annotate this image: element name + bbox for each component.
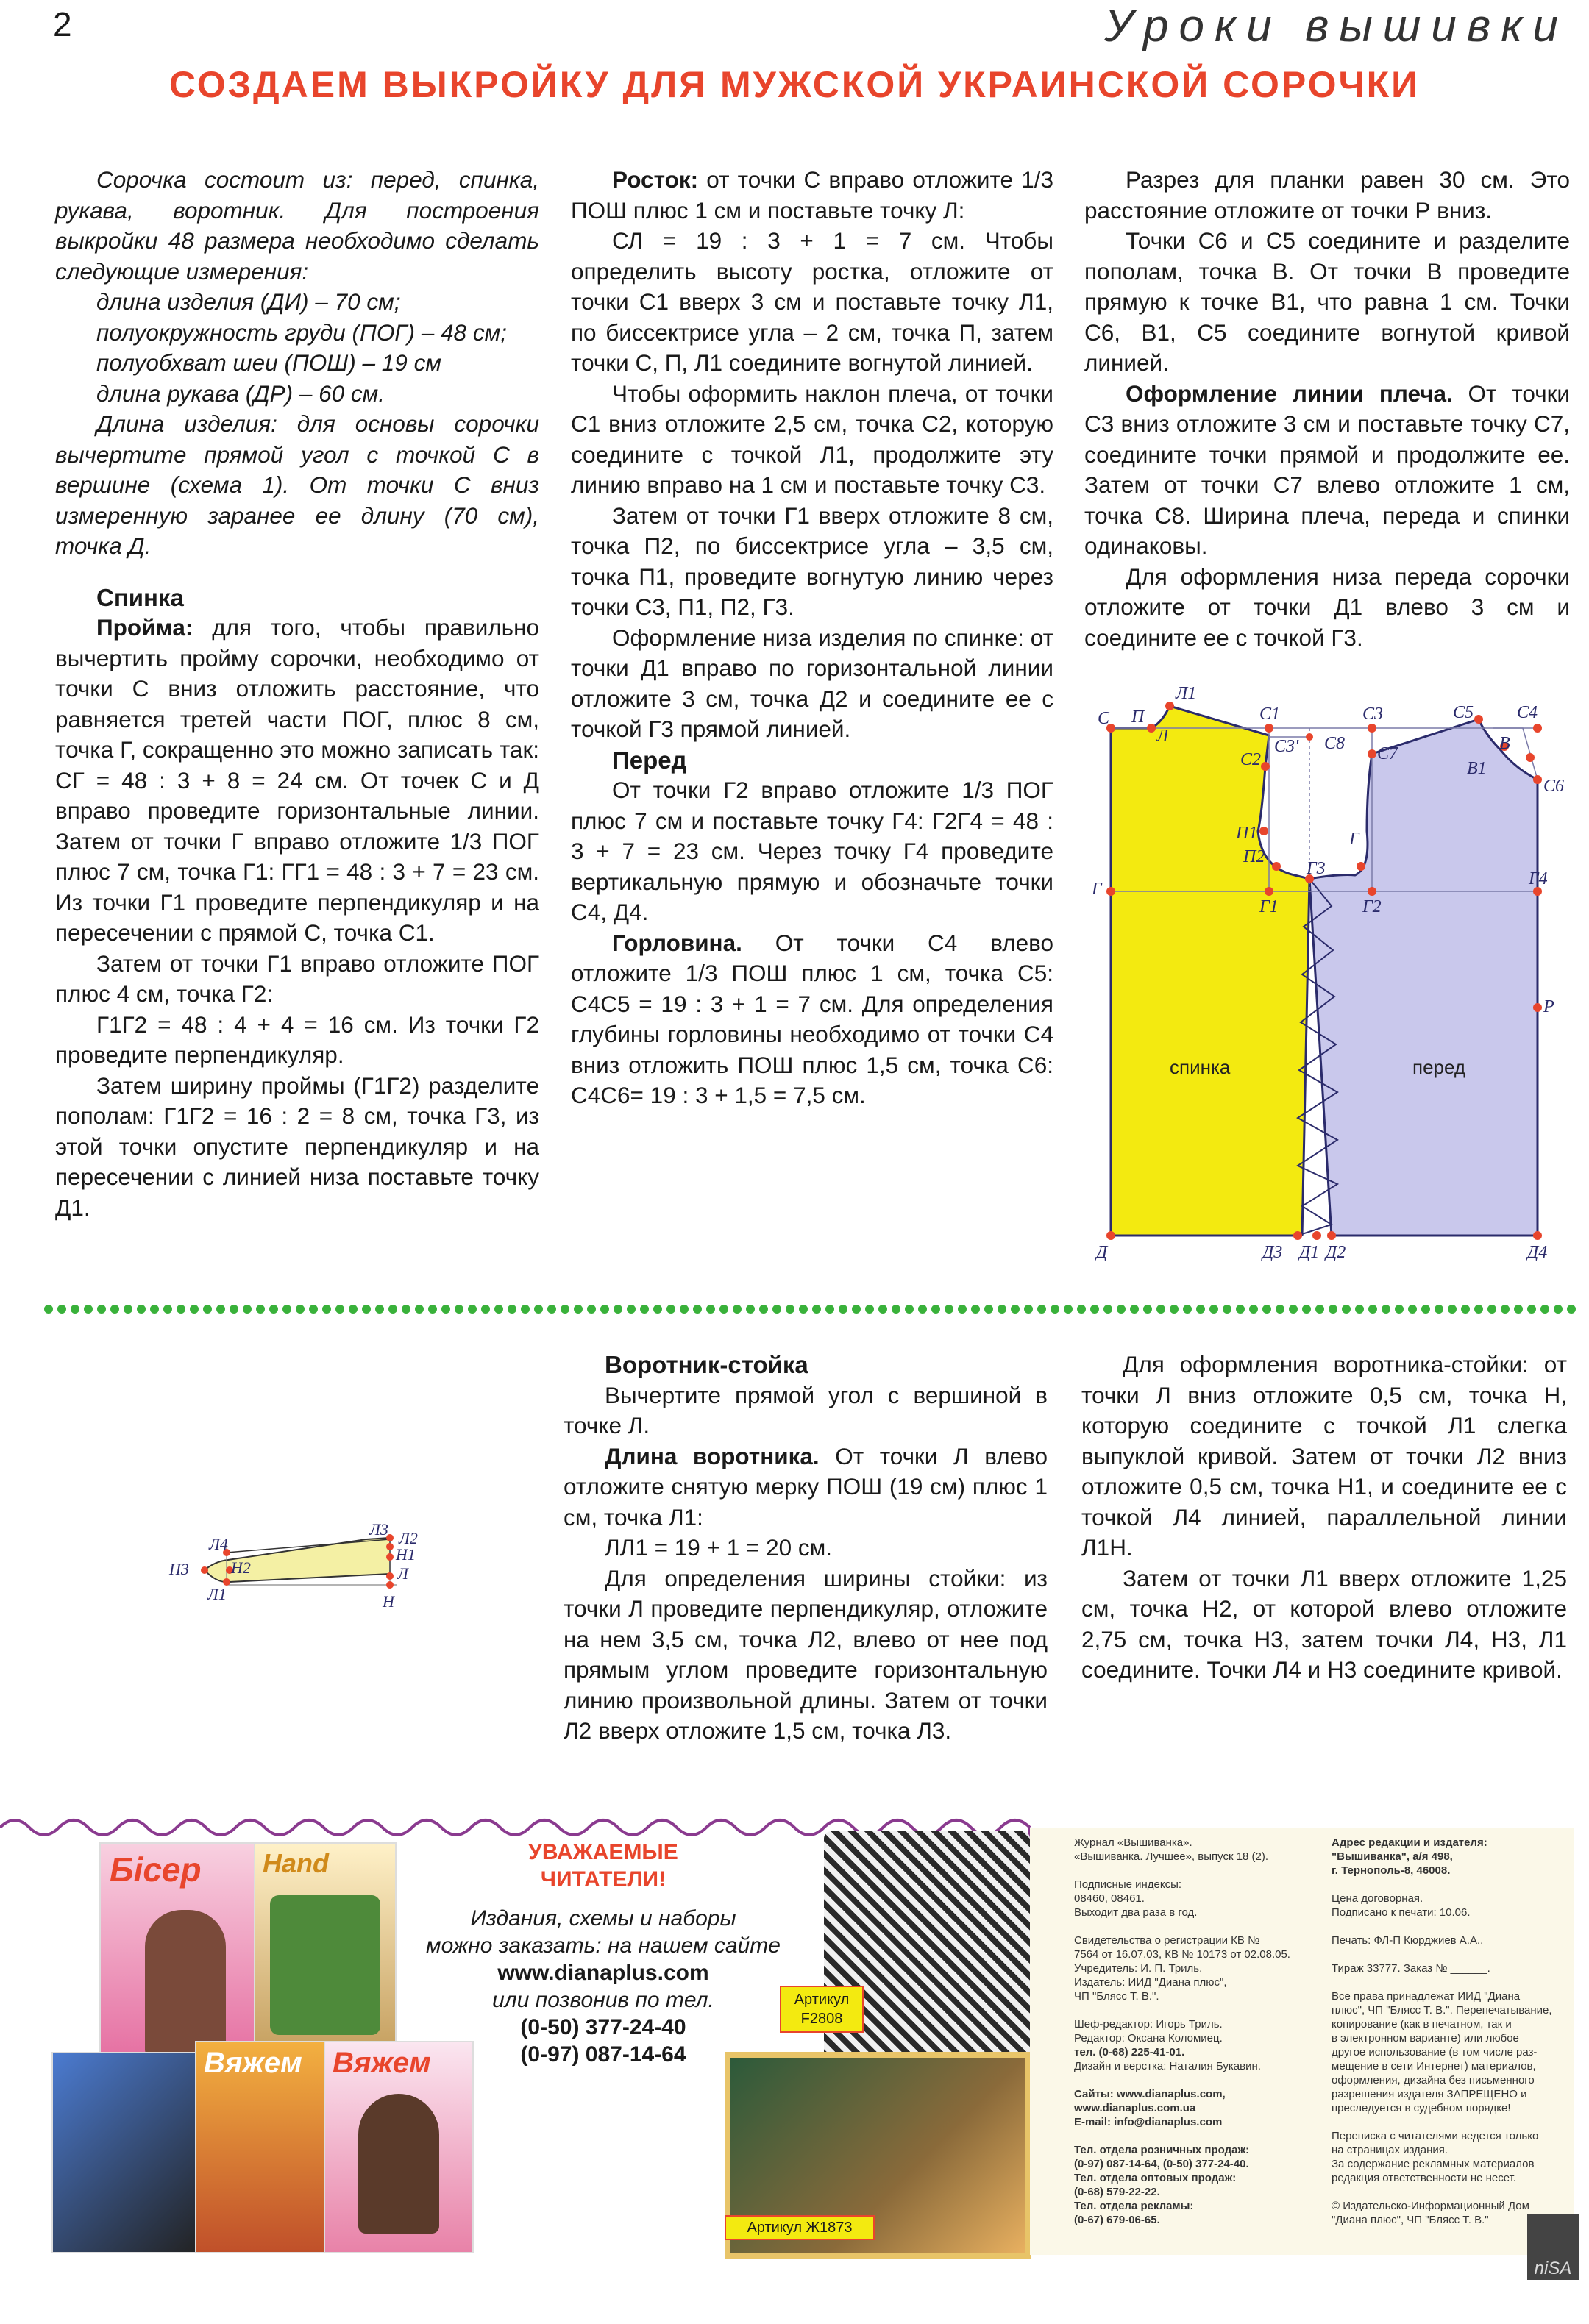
collar-label-l3: Л3: [369, 1520, 388, 1539]
divider-dot: [44, 1305, 53, 1314]
divider-dot: [1037, 1305, 1046, 1314]
heading-collar-length: Длина воротника.: [605, 1442, 820, 1469]
collar-paragraph-1: Вычертите прямой угол с вершиной в точке Л.: [564, 1381, 1048, 1439]
ad-heading-2: ЧИТАТЕЛИ!: [540, 1867, 666, 1892]
front-piece: [1309, 719, 1538, 1236]
imprint-line: Все права принадлежат ИИД "Диана: [1332, 1990, 1521, 2003]
label-front: перед: [1412, 1056, 1466, 1078]
divider-dot: [772, 1305, 781, 1314]
heading-proima: Пройма:: [96, 614, 193, 641]
imprint-line: Тираж 33777. Заказ № ______.: [1332, 1962, 1490, 1975]
heading-rostok: Росток:: [612, 166, 699, 193]
imprint-line: [1332, 1975, 1567, 1989]
label-g: Г: [1092, 880, 1102, 899]
imprint-line: 7564 от 16.07.03, КВ № 10173 от 02.08.05.: [1074, 1948, 1290, 1961]
divider-dot: [918, 1305, 927, 1314]
divider-dot: [494, 1305, 503, 1314]
divider-dot: [57, 1305, 66, 1314]
label-d3: Д3: [1262, 1243, 1283, 1262]
divider-dot: [600, 1305, 609, 1314]
divider-dot: [1408, 1305, 1417, 1314]
label-v: В: [1499, 734, 1510, 753]
label-d2: Д2: [1326, 1243, 1346, 1262]
collar-paragraph-final: Затем от точки Л1 вверх отложите 1,25 см, точка Н2, от которой влево отложите 2,75 см, точка Н3, затем точки Л4, Н3, Л1 соедините. Точки Л4 и Н3 соедините кривой.: [1081, 1564, 1567, 1683]
imprint-line: Редактор: Оксана Коломиец.: [1074, 2032, 1223, 2045]
divider-dot: [1342, 1305, 1351, 1314]
divider-dot: [1474, 1305, 1483, 1314]
watermark-logo: niSA: [1527, 2214, 1579, 2280]
divider-dot: [561, 1305, 569, 1314]
article-label-2: Артикул Ж1873: [725, 2215, 875, 2240]
divider-dot: [1236, 1305, 1245, 1314]
divider-dot: [878, 1305, 887, 1314]
divider-dot: [1421, 1305, 1430, 1314]
paragraph-shoulder: Чтобы оформить наклон плеча, от точки С1 вниз отложите 2,5 см, точка С2, которую соедините с точкой Л1, продолжите эту линию вправо на 1 см и поставьте точку С3.: [571, 379, 1053, 498]
divider-dot: [362, 1305, 371, 1314]
magazine-cover-hand: [254, 1842, 397, 2051]
section-title: Уроки вышивки: [1104, 1, 1568, 51]
imprint-line: мещение в сети Интернет) материалов,: [1332, 2060, 1536, 2072]
divider-dot: [1302, 1305, 1311, 1314]
divider-dot: [150, 1305, 159, 1314]
imprint-line: преследуется в судебном порядке!: [1332, 2102, 1511, 2114]
paragraph-slit: Разрез для планки равен 30 см. Это расстояние отложите от точки Р вниз.: [1084, 166, 1570, 224]
divider-dot: [1156, 1305, 1165, 1314]
collar-label-l2: Л2: [399, 1529, 418, 1547]
magazine-title-vyazhem-1: Вяжем: [204, 2047, 302, 2079]
divider-dot: [1289, 1305, 1298, 1314]
collar-diagram: [162, 1497, 441, 1629]
divider-dot: [1501, 1305, 1510, 1314]
label-d: Д: [1096, 1243, 1108, 1262]
label-g1: Г1: [1259, 897, 1279, 916]
label-c6: С6: [1543, 777, 1565, 796]
collar-label-l1: Л1: [207, 1585, 227, 1603]
divider-dot: [812, 1305, 821, 1314]
divider-dot: [1382, 1305, 1390, 1314]
magazine-title-vyazhem-2: Вяжем: [333, 2047, 431, 2079]
proima-text: для того, чтобы правильно вычертить пройму сорочки, необходимо от точки С вниз отложить расстояние, что равняется третей части ПОГ, плюс 8 см, точка Г, сокращенно это можно записать так: СГ = 48 : 3 + 8 = 24 см. От точек С и Д вправо проведите горизонтальные линии. Затем от точки Г вправо отложите 1/3 ПОГ плюс 7 см, точка Г1: ГГ1 = 48 : 3 + 7 = 23 см. Из точки Г1 проведите перпендикуляр и на пересечении с прямой С, точка С1.: [55, 614, 539, 946]
label-c: С: [1098, 709, 1110, 728]
label-p2: П2: [1243, 847, 1265, 866]
measure-1: длина изделия (ДИ) – 70 см;: [96, 288, 401, 315]
collar-paragraph-design: Для оформления воротника-стойки: от точки Л вниз отложите 0,5 см, точка Н, которую соедините с точкой Л1 слегка выпуклой кривой. Затем от точки Л2 вниз отложите 0,5 см, точка Н1, и соедините ее с точкой Л4 линией, параллельной линии Л1Н.: [1081, 1351, 1567, 1561]
divider-dot: [839, 1305, 847, 1314]
imprint-line: ЧП "Блясс Т. В.".: [1074, 1990, 1159, 2003]
divider-dot: [640, 1305, 649, 1314]
imprint-line: Подписано к печати: 10.06.: [1332, 1906, 1471, 1919]
divider-dot: [1395, 1305, 1404, 1314]
paragraph-hem-back: Оформление низа изделия по спинке: от точки Д1 вправо по горизонтальной линии отложите 3 см, точка Д2 и соедините ее с точкой Г3 прямой линией.: [571, 624, 1053, 742]
divider-dot: [1117, 1305, 1126, 1314]
imprint-right: [1332, 1836, 1567, 2227]
imprint-line: Адрес редакции и издателя:: [1332, 1836, 1487, 1849]
divider-dot: [534, 1305, 543, 1314]
label-c1: С1: [1259, 705, 1281, 724]
divider-dot: [402, 1305, 410, 1314]
collar-label-h3: Н3: [169, 1560, 189, 1578]
divider-dot: [1262, 1305, 1271, 1314]
divider-dot: [481, 1305, 490, 1314]
divider-dot: [455, 1305, 463, 1314]
imprint-line: [1074, 1920, 1324, 1933]
magazine-cover-vyazhem-1: [195, 2041, 345, 2253]
imprint-line: оформления, дизайна без письменного: [1332, 2074, 1535, 2086]
imprint-line: [1074, 2073, 1324, 2087]
divider-dot: [1368, 1305, 1377, 1314]
divider-dot: [415, 1305, 424, 1314]
divider-dot: [1223, 1305, 1231, 1314]
imprint-line: [1074, 1864, 1324, 1878]
column-3: [1084, 165, 1570, 653]
divider-dot: [945, 1305, 953, 1314]
divider-dot: [1011, 1305, 1020, 1314]
measure-4: длина рукава (ДР) – 60 см.: [96, 379, 385, 407]
imprint-line: [1074, 2129, 1324, 2143]
heading-collar: Воротник-стойка: [605, 1351, 808, 1378]
paragraph-g1g2: Г1Г2 = 48 : 4 + 4 = 16 см. Из точки Г2 проведите перпендикуляр.: [55, 1010, 539, 1068]
label-v1: В1: [1467, 759, 1487, 778]
measure-3: полуобхват шеи (ПОШ) – 19 см: [96, 349, 441, 376]
divider-dot: [203, 1305, 212, 1314]
ad-line-2: можно заказать: на нашем сайте: [426, 1933, 781, 1958]
divider-dot: [230, 1305, 238, 1314]
divider-dot: [614, 1305, 622, 1314]
magazine-cover-vyazhem-2: [324, 2041, 474, 2253]
imprint-line: [1332, 2115, 1567, 2129]
divider-dot: [124, 1305, 132, 1314]
divider-dot: [1196, 1305, 1205, 1314]
divider-dot: [905, 1305, 914, 1314]
label-c7: С7: [1377, 744, 1398, 763]
divider-dot: [746, 1305, 755, 1314]
heading-pered: Перед: [612, 746, 687, 774]
divider-dot: [852, 1305, 861, 1314]
divider-dot: [335, 1305, 344, 1314]
imprint-line: Свидетельства о регистрации КВ №: [1074, 1934, 1260, 1947]
label-c3p: С3': [1274, 737, 1299, 756]
label-d4: Д4: [1527, 1243, 1548, 1262]
label-d1: Д1: [1299, 1243, 1320, 1262]
divider-dot: [441, 1305, 450, 1314]
divider-dot: [1329, 1305, 1337, 1314]
label-c3: С3: [1362, 705, 1384, 724]
divider-dot: [282, 1305, 291, 1314]
paragraph-g4: От точки Г2 вправо отложите 1/3 ПОГ плюс 7 см и поставьте точку Г4: Г2Г4 = 48 : 3 + 7 = 23 см. Через точку Г4 проведите вертикальную прямую и обозначьте точки С4, Д4.: [571, 777, 1053, 925]
embroidered-shirt-image: [824, 1831, 1030, 2074]
imprint-line: Сайты: www.dianaplus.com,: [1074, 2088, 1226, 2100]
divider-dot: [1435, 1305, 1443, 1314]
divider-dot: [892, 1305, 900, 1314]
dotted-divider: [44, 1302, 1589, 1316]
imprint-line: www.dianaplus.com.ua: [1074, 2102, 1196, 2114]
imprint-block: [1030, 1828, 1574, 2255]
divider-dot: [216, 1305, 225, 1314]
imprint-line: Издатель: ИИД "Диана плюс",: [1074, 1976, 1227, 1989]
divider-dot: [1077, 1305, 1086, 1314]
divider-dot: [1143, 1305, 1152, 1314]
divider-dot: [680, 1305, 689, 1314]
divider-dot: [1090, 1305, 1099, 1314]
collar-length-text: От точки Л влево отложите снятую мерку ПОШ (19 см) плюс 1 см, точка Л1:: [564, 1442, 1048, 1530]
label-c5: С5: [1453, 703, 1474, 722]
ad-line-3: или позвонив по тел.: [492, 1988, 714, 2012]
divider-dot: [137, 1305, 146, 1314]
divider-dot: [97, 1305, 106, 1314]
imprint-line: Цена договорная.: [1332, 1892, 1423, 1905]
magazine-title-biser: Бісер: [110, 1850, 202, 1889]
imprint-line: [1332, 1947, 1567, 1961]
column-1: [55, 165, 539, 1223]
divider-dot: [309, 1305, 318, 1314]
imprint-line: Выходит два раза в год.: [1074, 1906, 1198, 1919]
magazine-cover-biser: [99, 1842, 271, 2066]
article-label-1: Артикул F2808: [780, 1986, 864, 2033]
label-l1: Л1: [1176, 684, 1197, 703]
divider-dot: [1540, 1305, 1549, 1314]
divider-dot: [1276, 1305, 1284, 1314]
ad-phone-2: (0-97) 087-14-64: [520, 2042, 686, 2067]
divider-dot: [706, 1305, 715, 1314]
measure-2: полуокружность груди (ПОГ) – 48 см;: [96, 318, 507, 346]
imprint-line: «Вышиванка. Лучшее», выпуск 18 (2).: [1074, 1850, 1269, 1863]
imprint-line: Подписные индексы:: [1074, 1878, 1182, 1891]
divider-dot: [468, 1305, 477, 1314]
divider-dot: [296, 1305, 305, 1314]
divider-dot: [1514, 1305, 1523, 1314]
article-title: СОЗДАЕМ ВЫКРОЙКУ ДЛЯ МУЖСКОЙ УКРАИНСКОЙ СОРОЧКИ: [168, 64, 1421, 105]
divider-dot: [1554, 1305, 1563, 1314]
divider-dot: [177, 1305, 185, 1314]
divider-dot: [1315, 1305, 1324, 1314]
collar-label-l: Л: [397, 1564, 408, 1583]
divider-dot: [1209, 1305, 1218, 1314]
divider-dot: [163, 1305, 172, 1314]
divider-dot: [521, 1305, 530, 1314]
imprint-line: другое использование (в том числе раз-: [1332, 2046, 1538, 2059]
divider-dot: [984, 1305, 993, 1314]
collar-label-h1: Н1: [396, 1545, 416, 1564]
divider-dot: [190, 1305, 199, 1314]
label-p: П: [1131, 707, 1145, 727]
imprint-line: [1332, 1920, 1567, 1933]
imprint-line: [1332, 1878, 1567, 1892]
ad-line-1: Издания, схемы и наборы: [470, 1906, 736, 1931]
shirt-pattern-diagram: [1089, 677, 1589, 1272]
label-g-mid: Г: [1349, 830, 1359, 849]
magazine-title-hand: Hand: [263, 1848, 329, 1878]
label-r: Р: [1543, 997, 1554, 1016]
imprint-line: Шеф-редактор: Игорь Триль.: [1074, 2018, 1223, 2031]
divider-dot: [256, 1305, 265, 1314]
label-back: спинка: [1170, 1056, 1231, 1078]
divider-dot: [865, 1305, 874, 1314]
divider-dot: [733, 1305, 742, 1314]
imprint-line: © Издательско-Информационный Дом: [1332, 2200, 1529, 2212]
divider-dot: [574, 1305, 583, 1314]
heading-plecho: Оформление линии плеча.: [1126, 379, 1453, 407]
imprint-line: Учредитель: И. П. Триль.: [1074, 1962, 1203, 1975]
divider-dot: [1461, 1305, 1470, 1314]
collar-label-h2: Н2: [231, 1558, 251, 1577]
intro-paragraph: Сорочка состоит из: перед, спинка, рукава, воротник. Для построения выкройки 48 размера необходимо сделать следующие измерения:: [55, 166, 539, 285]
imprint-line: Журнал «Вышиванка».: [1074, 1836, 1192, 1849]
collar-paragraph-width: Для определения ширины стойки: из точки Л проведите перпендикуляр, отложите на нем 3,5 см, точка Л2, влево от нее под прямым углом проведите горизонтальную линию произвольной длины. Затем от точки Л2 вверх отложите 1,5 см, точка Л3.: [564, 1564, 1048, 1744]
divider-dot: [388, 1305, 397, 1314]
imprint-line: г. Тернополь-8, 46008.: [1332, 1864, 1451, 1877]
heading-gorlovina: Горловина.: [612, 929, 742, 956]
collar-label-h: Н: [383, 1592, 394, 1611]
divider-dot: [349, 1305, 358, 1314]
divider-dot: [508, 1305, 516, 1314]
ad-site-link[interactable]: www.dianaplus.com: [497, 1961, 709, 1985]
divider-dot: [1448, 1305, 1457, 1314]
column-2: [571, 165, 1053, 1111]
imprint-line: плюс", ЧП "Блясс Т. В.". Перепечатывание,: [1332, 2004, 1552, 2017]
paragraph-c6c5: Точки С6 и С5 соедините и разделите пополам, точка В. От точки В проведите прямую к точке В1, что равна 1 см. Точки С6, В1, С5 соедините вогнутой кривой линией.: [1084, 227, 1570, 376]
label-c2: С2: [1240, 750, 1262, 769]
divider-dot: [587, 1305, 596, 1314]
imprint-line: За содержание рекламных материалов: [1332, 2158, 1535, 2170]
label-l: Л: [1156, 727, 1169, 746]
imprint-line: (0-97) 087-14-64, (0-50) 377-24-40.: [1074, 2158, 1249, 2170]
divider-dot: [971, 1305, 980, 1314]
label-c8: С8: [1324, 734, 1346, 753]
divider-dot: [666, 1305, 675, 1314]
divider-dot: [1355, 1305, 1364, 1314]
imprint-line: Дизайн и верстка: Наталия Букавин.: [1074, 2060, 1261, 2072]
divider-dot: [627, 1305, 636, 1314]
imprint-line: [1074, 2003, 1324, 2017]
ad-heading-1: УВАЖАЕМЫЕ: [528, 1840, 678, 1864]
label-c4: С4: [1517, 703, 1538, 722]
divider-dot: [1567, 1305, 1576, 1314]
divider-dot: [931, 1305, 940, 1314]
divider-dot: [110, 1305, 119, 1314]
paragraph-hem-front: Для оформления низа переда сорочки отложите от точки Д1 влево 3 см и соедините ее с точкой Г3.: [1084, 563, 1570, 651]
divider-dot: [653, 1305, 662, 1314]
magazine-cover-1: [51, 2052, 202, 2253]
divider-dot: [269, 1305, 278, 1314]
imprint-line: Тел. отдела оптовых продаж:: [1074, 2172, 1237, 2184]
divider-dot: [786, 1305, 794, 1314]
divider-dot: [1183, 1305, 1192, 1314]
divider-dot: [84, 1305, 93, 1314]
imprint-line: (0-68) 579-22-22.: [1074, 2186, 1160, 2198]
divider-dot: [1051, 1305, 1059, 1314]
divider-dot: [375, 1305, 384, 1314]
paragraph-sl: СЛ = 19 : 3 + 1 = 7 см. Чтобы определить высоту ростка, отложите от точки С1 вверх 3 см и поставьте точку Л1, по биссектрисе угла – 2 см, точка П, затем точки С, П, Л1 соедините вогнутой линией.: [571, 227, 1053, 376]
imprint-line: Тел. отдела рекламы:: [1074, 2200, 1194, 2212]
divider-dot: [1170, 1305, 1179, 1314]
divider-dot: [693, 1305, 702, 1314]
divider-dot: [547, 1305, 556, 1314]
imprint-line: 08460, 08461.: [1074, 1892, 1145, 1905]
divider-dot: [71, 1305, 79, 1314]
imprint-line: E-mail: info@dianaplus.com: [1074, 2116, 1223, 2128]
imprint-line: Переписка с читателями ведется только: [1332, 2130, 1539, 2142]
ad-block: [412, 1839, 794, 2068]
label-g3: Г3: [1307, 859, 1326, 878]
label-g2: Г2: [1362, 897, 1382, 916]
divider-dot: [1130, 1305, 1139, 1314]
divider-dot: [428, 1305, 437, 1314]
divider-dot: [243, 1305, 252, 1314]
label-p1: П1: [1236, 824, 1258, 843]
divider-dot: [759, 1305, 768, 1314]
divider-dot: [799, 1305, 808, 1314]
divider-dot: [322, 1305, 331, 1314]
gorlovina-text: От точки С4 влево отложите 1/3 ПОШ плюс 1 см, точка С5: С4С5 = 19 : 3 + 1 = 7 см. Для определения глубины горловины необходимо от точки С4 вниз отложить ПОШ плюс 1,5 см, точка С6: С4С6= 19 : 3 + 1,5 = 7,5 см.: [571, 929, 1053, 1108]
divider-dot: [1024, 1305, 1033, 1314]
imprint-line: "Диана плюс", ЧП "Блясс Т. В.": [1332, 2214, 1489, 2226]
imprint-line: Печать: ФЛ-П Кюрджиев А.А.,: [1332, 1934, 1484, 1947]
divider-dot: [719, 1305, 728, 1314]
collar-column-1: [564, 1350, 1048, 1747]
imprint-line: в электронном варианте) или любое: [1332, 2032, 1519, 2045]
imprint-line: "Вышиванка", а/я 498,: [1332, 1850, 1453, 1863]
imprint-line: тел. (0-68) 225-41-01.: [1074, 2046, 1185, 2059]
imprint-line: редакция ответственности не несет.: [1332, 2172, 1516, 2184]
imprint-line: разрешения издателя ЗАПРЕЩЕНО и: [1332, 2088, 1527, 2100]
rostok-text: от точки С вправо отложите 1/3 ПОШ плюс 1 см и поставьте точку Л:: [571, 166, 1053, 224]
back-piece: [1111, 706, 1309, 1236]
divider-dot: [958, 1305, 967, 1314]
imprint-line: (0-67) 679-06-65.: [1074, 2214, 1160, 2226]
divider-dot: [1103, 1305, 1112, 1314]
imprint-line: на страницах издания.: [1332, 2144, 1448, 2156]
imprint-line: копирование (как в печатном, так и: [1332, 2018, 1512, 2031]
imprint-line: Тел. отдела розничных продаж:: [1074, 2144, 1250, 2156]
plecho-text: От точки С3 вниз отложите 3 см и поставьте точку С7, соедините точки прямой и продолжите ее. Затем от точки С7 влево отложите 1 см, точка С8. Ширина плеча, переда и спинки одинаковы.: [1084, 379, 1570, 559]
paragraph-p2: Затем от точки Г1 вверх отложите 8 см, точка П2, по биссектрисе угла – 3,5 см, точка П1, проведите вогнутую линию через точки С3, П1, П2, Г3.: [571, 502, 1053, 620]
label-g4: Г4: [1529, 869, 1548, 888]
heading-spinka: Спинка: [96, 583, 184, 611]
imprint-line: [1332, 2185, 1567, 2199]
imprint-left: [1074, 1836, 1324, 2227]
collar-column-2: [1081, 1350, 1567, 1686]
divider-dot: [825, 1305, 834, 1314]
paragraph-g3: Затем ширину проймы (Г1Г2) разделите пополам: Г1Г2 = 16 : 2 = 8 см, точка Г3, из этой точки опустите перпендикуляр и на пересечении с линией низа поставьте точку Д1.: [55, 1072, 539, 1221]
paragraph-g2: Затем от точки Г1 вправо отложите ПОГ плюс 4 см, точка Г2:: [55, 949, 539, 1007]
divider-dot: [1527, 1305, 1536, 1314]
collar-label-l4: Л4: [209, 1535, 228, 1553]
ad-phone-1: (0-50) 377-24-40: [520, 2015, 686, 2039]
divider-dot: [1249, 1305, 1258, 1314]
divider-dot: [1064, 1305, 1073, 1314]
divider-dot: [998, 1305, 1006, 1314]
page-number: 2: [53, 5, 72, 43]
collar-formula: ЛЛ1 = 19 + 1 = 20 см.: [605, 1534, 833, 1561]
length-paragraph: Длина изделия: для основы сорочки вычертите прямой угол с точкой С в вершине (схема 1). От точки С вниз измеренную заранее ее длину (70 см), точка Д.: [55, 410, 539, 559]
divider-dot: [1487, 1305, 1496, 1314]
